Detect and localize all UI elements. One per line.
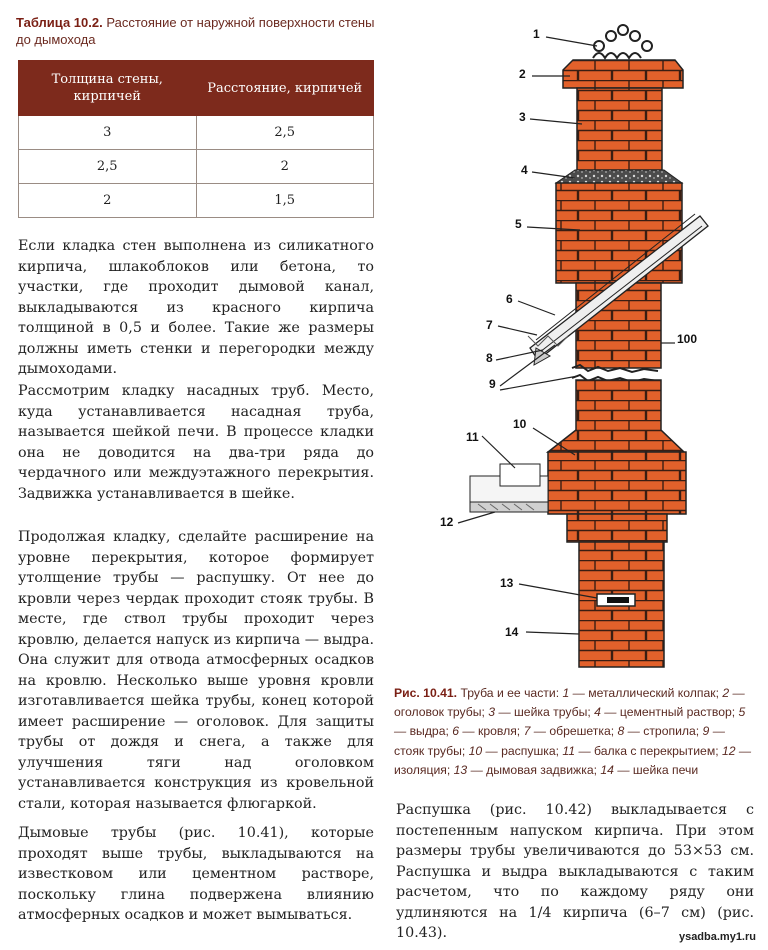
figure-part-number: 3 —: [484, 705, 515, 720]
figure-part-item: [614, 724, 699, 738]
table-caption-text: Расстояние от наружной поверхности стены до дымохода: [16, 15, 375, 47]
figure-part-item: [559, 744, 719, 758]
figure-part-text: дымовая задвижка;: [486, 762, 597, 777]
figure-caption: [394, 684, 754, 780]
label-10: 10: [513, 417, 527, 431]
figure-part-text: цементный раствор;: [619, 705, 736, 720]
figure-part-item: [520, 724, 614, 738]
label-8: 8: [486, 351, 493, 365]
label-6: 6: [506, 292, 513, 306]
table-cell: 2: [196, 150, 374, 184]
figure-part-number: 1 —: [562, 686, 589, 700]
figure-part-item: [485, 705, 591, 719]
figure-part-number: 6 —: [448, 724, 478, 739]
chimney-vydra: [556, 183, 682, 283]
figure-part-number: 4 —: [590, 705, 620, 720]
figure-caption-label: Рис. 10.41.: [394, 686, 458, 700]
figure-part-text: металлический колпак;: [588, 686, 719, 700]
label-12: 12: [440, 515, 454, 529]
figure-part-number: 5 —: [394, 705, 746, 739]
label-4: 4: [521, 163, 528, 177]
figure-part-item: [450, 763, 597, 777]
damper-slot: [607, 597, 629, 603]
table-header-wall-thickness: Толщина стены, кирпичей: [19, 61, 197, 116]
label-5: 5: [515, 217, 522, 231]
paragraph-socket-pipes: Рассмотрим кладку насадных труб. Место, куда устанавливается насадная труба, называется шейкой печи. В процессе кладки она не доводится на два-три ряда до чердачного или междуэтажного перекрытия. Задвижка устанавливается в шейке.: [18, 383, 374, 502]
figure-part-number: 11 —: [559, 743, 595, 758]
figure-caption-text: Труба и ее части:: [460, 686, 560, 700]
paragraph-rasp: Распушка (рис. 10.42) выкладывается с постепенным напуском кирпича. При этом размеры трубы увеличиваются до 53×53 см. Распушка и выдра выкладываются с таким расчетом, что по каждому ряду они удлиняются на 1/4 кирпича (6–7 см) (рис. 10.43).: [396, 802, 754, 941]
figure-part-text: кровля;: [478, 724, 521, 739]
label-1: 1: [533, 27, 540, 41]
table-header-distance: Расстояние, кирпичей: [196, 61, 374, 116]
table-caption-label: Таблица 10.2.: [16, 15, 103, 30]
figure-part-number: 9 —: [699, 724, 725, 739]
figure-part-number: 7 —: [520, 724, 550, 739]
table-cell: 3: [19, 116, 197, 150]
figure-part-text: оголовок трубы;: [394, 705, 485, 720]
chimney-neck: [577, 88, 662, 170]
label-9: 9: [489, 377, 496, 391]
figure-part-number: 8 —: [614, 724, 644, 739]
figure-part-text: шейка печи: [632, 762, 699, 777]
chimney-riser-lower: [548, 380, 684, 452]
figure-part-text: распушка;: [501, 743, 560, 758]
figure-part-text: обрешетка;: [549, 724, 615, 739]
figure-part-item: [449, 724, 520, 738]
label-11: 11: [466, 430, 479, 444]
figure-part-number: 13 —: [450, 762, 487, 777]
chimney-rasp: [548, 452, 686, 514]
figure-part-text: стропила;: [643, 724, 700, 739]
floor-beam: [470, 464, 548, 512]
figure-part-item: [465, 744, 559, 758]
paragraph-expansion: Продолжая кладку, сделайте расширение на уровне перекрытия, которое формирует утолщение трубы — распушку. От нее до кровли через чердак проходит стояк трубы. В месте, где ствол трубы проходит через кровлю, делается напуск из кирпича — выдра. Она служит для отвода атмосферных осадков на кровлю. Несколько выше уровня кровли изготавливается шейка трубы, конец которой имеет расширение — оголовок. Для защиты трубы от дождя и снега, а также для улучшения тяги над оголовком устанавливается конструкция из кровельной стали, которая называется флюгаркой.: [18, 529, 375, 812]
figure-part-number: 2 —: [718, 686, 745, 700]
label-100: 100: [677, 332, 698, 346]
label-13: 13: [500, 576, 514, 590]
figure-part-text: шейка трубы;: [514, 705, 591, 720]
table-cell: 2,5: [196, 116, 374, 150]
paragraph-chimneys: Дымовые трубы (рис. 10.41), которые проходят выше трубы, выкладываются на известковом или цементном растворе, поскольку глина подвержена влиянию атмосферных осадков и может вымываться.: [18, 825, 374, 923]
figure-part-number: 10 —: [465, 743, 502, 758]
site-watermark: ysadba.my1.ru: [678, 931, 756, 943]
figure-part-item: [562, 686, 719, 700]
figure-part-text: балка с перекрытием;: [594, 743, 719, 758]
table-cell: 1,5: [196, 184, 374, 218]
label-14: 14: [505, 625, 519, 639]
table-cell: 2,5: [19, 150, 197, 184]
chimney-head: [563, 60, 683, 88]
label-2: 2: [519, 67, 526, 81]
label-3: 3: [519, 110, 526, 124]
figure-part-text: изоляция;: [394, 762, 451, 777]
figure-part-number: 12 —: [718, 743, 752, 758]
metal-cap-icon: [593, 25, 652, 58]
figure-part-text: стояк трубы;: [394, 743, 466, 758]
figure-part-item: [591, 705, 735, 719]
cement-mortar: [556, 170, 682, 183]
label-7: 7: [486, 318, 493, 332]
figure-part-number: 14 —: [596, 762, 633, 777]
figure-part-item: [597, 763, 698, 777]
chimney-lower-neck: [567, 514, 667, 542]
figure-part-text: выдра;: [409, 724, 449, 739]
paragraph-silicate-brick: Если кладка стен выполнена из силикатного кирпича, шлакоблоков или бетона, то участки, где проходит дымовой канал, выкладываются из красного кирпича толщиной в 0,5 и более. Такие же размеры должны иметь стенки и перегородки между дымоходами.: [18, 238, 374, 377]
table-cell: 2: [19, 184, 197, 218]
